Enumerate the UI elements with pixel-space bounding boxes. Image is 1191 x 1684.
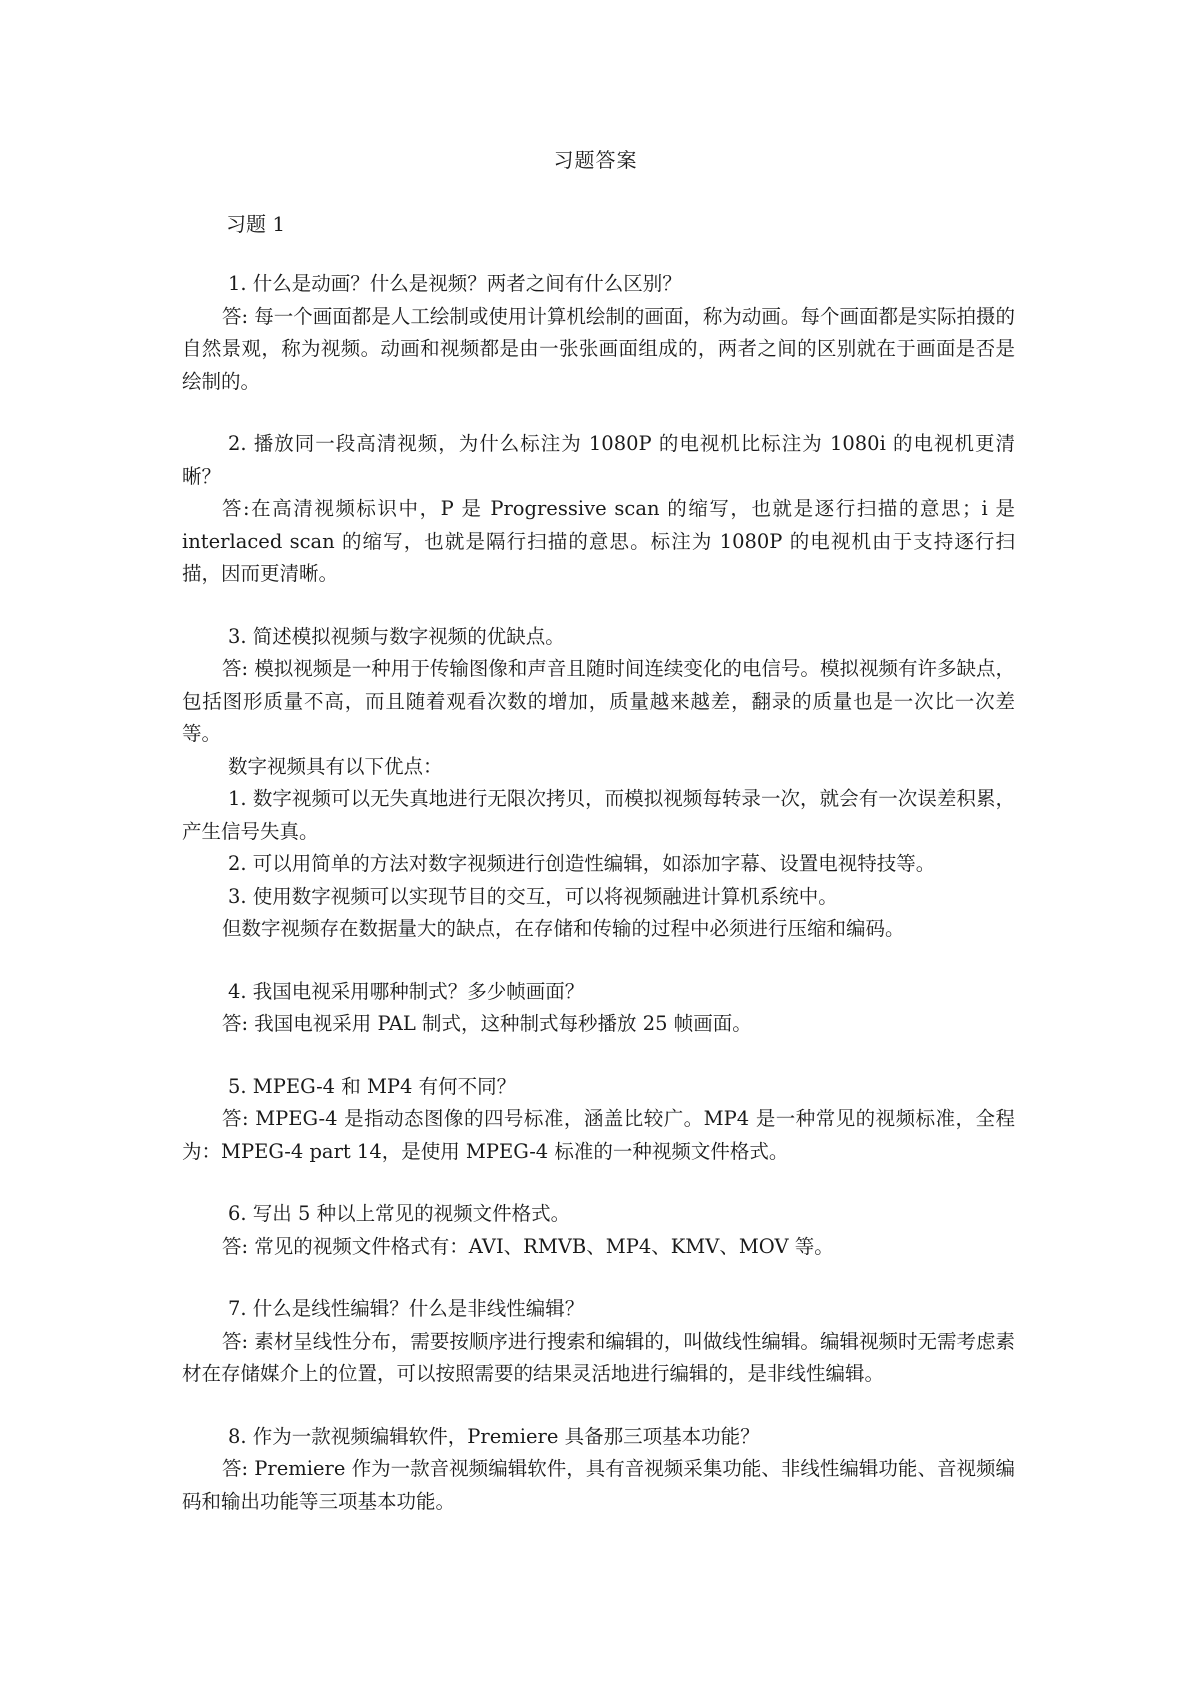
answer-3-advantage-3: 3. 使用数字视频可以实现节目的交互，可以将视频融进计算机系统中。: [228, 884, 838, 908]
answer-3-advantage-2: 2. 可以用简单的方法对数字视频进行创造性编辑，如添加字幕、设置电视特技等。: [228, 852, 936, 875]
answer-3: 答: 模拟视频是一种用于传输图像和声音且随时间连续变化的电信号。模拟视频有许多缺点，包括图形质量不高，而且随着观看次数的增加，质量越来越差，翻录的质量也是一次比一次差等。: [182, 657, 1015, 745]
question-7: 7. 什么是线性编辑？什么是非线性编辑？: [228, 1297, 585, 1320]
question-block-6: [182, 1198, 1015, 1263]
question-1: 1. 什么是动画？什么是视频？两者之间有什么区别？: [228, 272, 682, 295]
section-title: 习题 1: [226, 212, 286, 236]
answer-8: 答: Premiere 作为一款音视频编辑软件，具有音视频采集功能、非线性编辑功能、音视频编码和输出功能等三项基本功能。: [182, 1457, 1015, 1513]
question-3: 3. 简述模拟视频与数字视频的优缺点。: [228, 624, 565, 648]
question-4: 4. 我国电视采用哪种制式？多少帧画面？: [228, 979, 585, 1003]
answer-3-advantage-1: 1. 数字视频可以无失真地进行无限次拷贝，而模拟视频每转录一次，就会有一次误差积累，产生信号失真。: [182, 787, 1015, 843]
question-5: 5. MPEG-4 和 MP4 有何不同？: [228, 1074, 517, 1098]
document-title: 习题答案: [553, 148, 638, 172]
question-block-2: [182, 428, 1015, 591]
answer-3-disadvantage: 但数字视频存在数据量大的缺点，在存储和传输的过程中必须进行压缩和编码。: [222, 917, 905, 940]
document-body: [182, 268, 1015, 1548]
answer-4: 答: 我国电视采用 PAL 制式，这种制式每秒播放 25 帧画面。: [222, 1012, 752, 1035]
question-block-3: [182, 621, 1015, 946]
answer-3-advantages-intro: 数字视频具有以下优点：: [228, 754, 443, 778]
question-6: 6. 写出 5 种以上常见的视频文件格式。: [228, 1202, 571, 1225]
question-8: 8. 作为一款视频编辑软件，Premiere 具备那三项基本功能？: [228, 1424, 760, 1448]
answer-2: 答:在高清视频标识中，P 是 Progressive scan 的缩写，也就是逐行扫描的意思；i 是 interlaced scan 的缩写，也就是隔行扫描的意思。标注为 1080P 的电视机由于支持逐行扫描，因而更清晰。: [182, 497, 1015, 585]
answer-7: 答: 素材呈线性分布，需要按顺序进行搜索和编辑的，叫做线性编辑。编辑视频时无需考虑素材在存储媒介上的位置，可以按照需要的结果灵活地进行编辑的，是非线性编辑。: [182, 1329, 1015, 1385]
answer-1: 答: 每一个画面都是人工绘制或使用计算机绘制的画面，称为动画。每个画面都是实际拍摄的自然景观，称为视频。动画和视频都是由一张张画面组成的，两者之间的区别就在于画面是否是绘制的。: [182, 304, 1015, 393]
answer-5: 答: MPEG-4 是指动态图像的四号标准，涵盖比较广。MP4 是一种常见的视频标准，全程为：MPEG-4 part 14，是使用 MPEG-4 标准的一种视频文件格式。: [182, 1107, 1015, 1163]
question-block-1: [182, 268, 1015, 398]
question-block-5: [182, 1071, 1015, 1169]
answer-6: 答: 常见的视频文件格式有：AVI、RMVB、MP4、KMV、MOV 等。: [222, 1234, 834, 1258]
question-block-8: [182, 1421, 1015, 1519]
question-block-4: [182, 976, 1015, 1041]
question-2: 2. 播放同一段高清视频，为什么标注为 1080P 的电视机比标注为 1080i 的电视机更清晰？: [182, 432, 1015, 488]
question-block-7: [182, 1293, 1015, 1391]
